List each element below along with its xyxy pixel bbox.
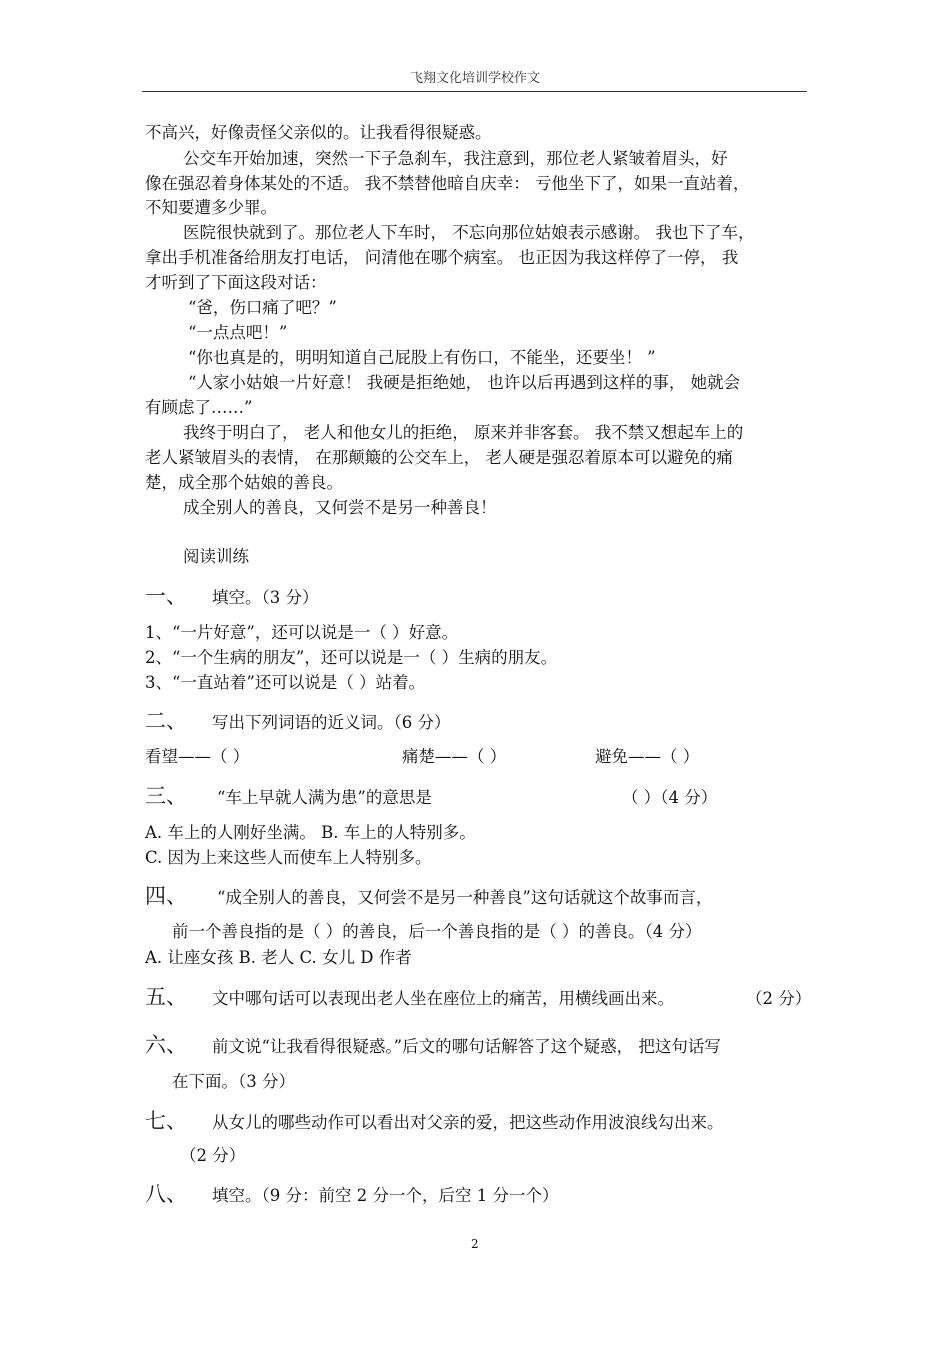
section-title: 从女儿的哪些动作可以看出对父亲的爱，把这些动作用波浪线勾出来。 — [212, 1113, 724, 1132]
section-title: “成全别人的善良，又何尝不是另一种善良”这句话就这个故事而言， — [217, 888, 713, 907]
section-number: 三、 — [145, 784, 187, 808]
option-line: A. 让座女孩 B. 老人 C. 女儿 D 作者 — [145, 948, 412, 967]
story-line: 楚，成全那个姑娘的善良。 — [145, 473, 343, 492]
section-title: “车上早就人满为患”的意思是 — [217, 788, 432, 807]
section-number: 一、 — [145, 584, 187, 608]
synonym-item: 痛楚——（ ） — [402, 747, 507, 766]
question-item: 1、“一片好意”，还可以说是一（ ）好意。 — [145, 623, 459, 642]
section-score: （ ）（4 分） — [622, 788, 718, 807]
story-line: 不知要遭多少罪。 — [145, 198, 277, 217]
question-item: 3、“一直站着”还可以说是（ ）站着。 — [145, 673, 426, 692]
option-line: C. 因为上来这些人而使车上人特别多。 — [145, 848, 432, 867]
story-line: 成全别人的善良，又何尝不是另一种善良！ — [183, 498, 497, 517]
section-title: 填空。（9 分：前空 2 分一个，后空 1 分一个） — [212, 1186, 559, 1205]
page-header: 飞翔文化培训学校作文 — [409, 71, 540, 86]
story-line: 老人紧皱眉头的表情， 在那颠簸的公交车上， 老人硬是强忍着原本可以避免的痛 — [145, 448, 733, 467]
synonym-item: 看望——（ ） — [145, 747, 250, 766]
dialogue-line: “爸，伤口痛了吧？” — [188, 298, 337, 317]
synonym-item: 避免——（ ） — [595, 747, 700, 766]
page-number: 2 — [471, 1237, 479, 1251]
header-rule — [142, 91, 807, 92]
dialogue-line: “你也真是的，明明知道自己屁股上有伤口，不能坐，还要坐！ ” — [188, 348, 656, 367]
story-line: 像在强忍着身体某处的不适。 我不禁替他暗自庆幸： 亏他坐下了，如果一直站着， — [145, 174, 750, 193]
story-line: 我终于明白了， 老人和他女儿的拒绝， 原来并非客套。 我不禁又想起车上的 — [183, 423, 744, 442]
question-line: （2 分） — [180, 1146, 246, 1165]
story-line: 拿出手机准备给朋友打电话， 问清他在哪个病室。 也正因为我这样停了一停， 我 — [145, 248, 739, 267]
story-line: 不高兴，好像责怪父亲似的。让我看得很疑惑。 — [145, 123, 492, 142]
story-line: 才听到了下面这段对话： — [145, 273, 327, 292]
story-line: 公交车开始加速，突然一下子急刹车，我注意到，那位老人紧皱着眉头，好 — [183, 149, 728, 168]
section-number: 五、 — [145, 985, 187, 1009]
section-number: 六、 — [145, 1033, 187, 1057]
section-title: 写出下列词语的近义词。（6 分） — [212, 713, 451, 732]
section-title: 前文说“让我看得很疑惑。”后文的哪句话解答了这个疑惑， 把这句话写 — [212, 1037, 721, 1056]
question-line: 前一个善良指的是（ ）的善良，后一个善良指的是（ ）的善良。（4 分） — [172, 922, 702, 941]
section-number: 四、 — [145, 884, 187, 908]
section-title: 文中哪句话可以表现出老人坐在座位上的痛苦，用横线画出来。 — [212, 989, 674, 1008]
section-number: 七、 — [145, 1109, 187, 1133]
exercise-title: 阅读训练 — [183, 547, 249, 566]
story-line: 有顾虑了……” — [145, 398, 253, 417]
dialogue-line: “人家小姑娘一片好意！ 我硬是拒绝她， 也许以后再遇到这样的事， 她就会 — [188, 373, 741, 392]
story-line: 医院很快就到了。那位老人下车时， 不忘向那位姑娘表示感谢。 我也下了车， — [183, 223, 755, 242]
dialogue-line: “一点点吧！” — [188, 323, 288, 342]
option-line: A. 车上的人刚好坐满。 B. 车上的人特别多。 — [145, 823, 476, 842]
question-item: 2、“一个生病的朋友”，还可以说是一（ ）生病的朋友。 — [145, 648, 558, 667]
section-score: （2 分） — [746, 989, 812, 1008]
section-title: 填空。（3 分） — [212, 588, 319, 607]
section-number: 八、 — [145, 1182, 187, 1206]
question-line: 在下面。（3 分） — [172, 1072, 295, 1091]
section-number: 二、 — [145, 709, 187, 733]
